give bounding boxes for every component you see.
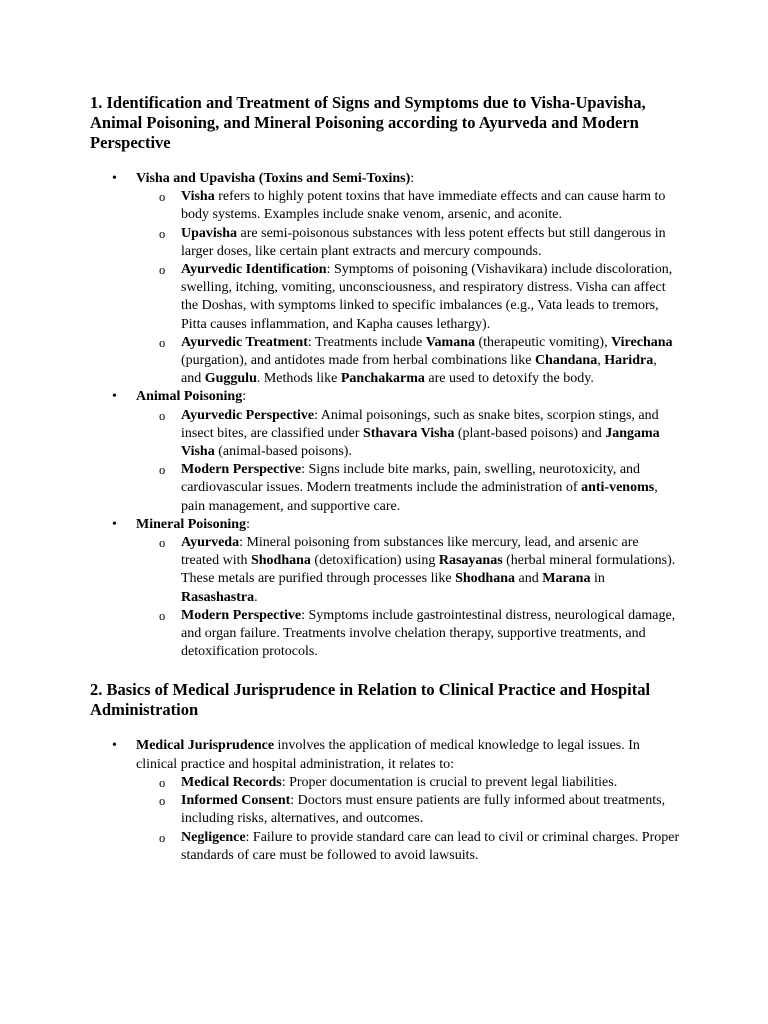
bullet-text: involves the application of medical knowledge to legal issues. In clinical practice and hospital administration, it relates to: bbox=[136, 738, 640, 772]
bold-term: Informed Consent bbox=[181, 793, 291, 809]
text-run: : Symptoms include gastrointestinal distress, neurological damage, and organ failure. Treatments involve chelation therapy, supportive treatments, and detoxification protocols. bbox=[181, 607, 676, 660]
bold-term: Visha bbox=[181, 189, 215, 205]
text-run: : Symptoms of poisoning (Vishavikara) include discoloration, swelling, itching, vomiting, unconsciousness, and respiratory distress. Visha can affect the Doshas, with symptoms linked to specific imbalances (e.g., Vata leads to tremors, Pitta causes inflammation, and Kapha causes lethargy). bbox=[181, 262, 673, 332]
bold-term: Ayurvedic Perspective bbox=[181, 407, 315, 423]
bullet-item bbox=[90, 388, 680, 515]
bold-term: Modern Perspective bbox=[181, 607, 302, 623]
bold-term: Upavisha bbox=[181, 225, 238, 241]
bullet-title: Mineral Poisoning bbox=[136, 516, 247, 532]
bold-term: Shodhana bbox=[250, 553, 311, 569]
text-run: , and bbox=[181, 353, 657, 387]
sub-item bbox=[136, 461, 680, 516]
sub-list bbox=[136, 534, 680, 661]
bold-term: Sthavara Visha bbox=[362, 425, 455, 441]
bold-term: Negligence bbox=[181, 829, 246, 845]
text-run: . bbox=[254, 589, 258, 605]
bold-term: Ayurveda bbox=[181, 535, 240, 551]
bold-term: Virechana bbox=[611, 334, 673, 350]
bullet-text: : bbox=[410, 171, 415, 186]
bold-term: Ayurvedic Treatment bbox=[181, 334, 308, 350]
document-page bbox=[90, 93, 680, 865]
text-run: : Signs include bite marks, pain, swelling, neurotoxicity, and cardiovascular issues. Modern treatments include the administration of bbox=[181, 462, 641, 496]
text-run: (purgation), and antidotes made from herbal combinations like bbox=[181, 353, 535, 369]
bold-term: Rasashastra bbox=[181, 589, 255, 605]
bullet-title: Visha and Upavisha (Toxins and Semi-Toxins) bbox=[136, 171, 411, 186]
text-run: (therapeutic vomiting), bbox=[475, 334, 612, 350]
sub-item bbox=[136, 829, 680, 865]
bold-term: Ayurvedic Identification bbox=[181, 262, 327, 278]
sub-item bbox=[136, 261, 680, 334]
text-run: : Failure to provide standard care can lead to civil or criminal charges. Proper standards of care must be followed to avoid lawsuits. bbox=[181, 829, 680, 863]
bold-term: anti-venoms bbox=[581, 480, 655, 496]
text-run: : Animal poisonings, such as snake bites, scorpion stings, and insect bites, are classified under bbox=[181, 407, 659, 441]
text-run: (plant-based poisons) and bbox=[454, 425, 606, 441]
text-run: , bbox=[597, 353, 605, 369]
section-2-list bbox=[90, 737, 680, 864]
bold-term: Vamana bbox=[425, 334, 475, 350]
text-run: , pain management, and supportive care. bbox=[181, 480, 658, 514]
bold-term: Modern Perspective bbox=[181, 462, 302, 478]
bullet-text: : bbox=[242, 389, 247, 405]
bold-term: Medical Records bbox=[181, 774, 282, 790]
bold-term: Chandana bbox=[534, 353, 598, 369]
sub-item bbox=[136, 334, 680, 389]
bold-term: Jangama Visha bbox=[181, 425, 660, 460]
text-run: : Mineral poisoning from substances like mercury, lead, and arsenic are treated with bbox=[181, 535, 639, 569]
text-run: are used to detoxify the body. bbox=[424, 371, 594, 387]
bold-term: Marana bbox=[542, 571, 591, 587]
text-run: (animal-based poisons). bbox=[214, 444, 352, 460]
text-run: (herbal mineral formulations). These metals are purified through processes like bbox=[181, 553, 676, 587]
sub-list bbox=[136, 188, 680, 388]
sub-item bbox=[136, 225, 680, 261]
sub-list bbox=[136, 774, 680, 865]
bullet-text: : bbox=[246, 516, 250, 532]
sub-item bbox=[136, 607, 680, 662]
bold-term: Haridra bbox=[604, 353, 654, 369]
text-run: are semi-poisonous substances with less potent effects but still dangerous in larger doses, like certain plant extracts and mercury compounds. bbox=[181, 225, 666, 259]
sub-item bbox=[136, 774, 680, 792]
bullet-item bbox=[90, 737, 680, 864]
bullet-title: Medical Jurisprudence bbox=[136, 738, 275, 754]
bullet-item bbox=[90, 170, 680, 388]
bold-term: Panchakarma bbox=[340, 371, 425, 387]
text-run: and bbox=[515, 571, 543, 587]
bold-term: Guggulu bbox=[204, 371, 257, 387]
text-run: refers to highly potent toxins that have immediate effects and can cause harm to body systems. Examples include snake venom, arsenic, and aconite. bbox=[181, 189, 666, 223]
bold-term: Shodhana bbox=[455, 571, 516, 587]
section-2-heading: 2. Basics of Medical Jurisprudence in Relation to Clinical Practice and Hospital Administration bbox=[90, 680, 651, 720]
section-1-list bbox=[90, 170, 680, 661]
sub-item bbox=[136, 407, 680, 462]
text-run: . Methods like bbox=[256, 371, 341, 387]
text-run: (detoxification) using bbox=[310, 553, 439, 569]
sub-item bbox=[136, 792, 680, 828]
bullet-item bbox=[90, 516, 680, 662]
text-run: : Treatments include bbox=[307, 334, 426, 350]
text-run: : Proper documentation is crucial to prevent legal liabilities. bbox=[281, 774, 618, 790]
text-run: : Doctors must ensure patients are fully informed about treatments, including risks, alternatives, and outcomes. bbox=[181, 793, 666, 827]
section-1-heading: 1. Identification and Treatment of Signs and Symptoms due to Visha-Upavisha, Animal Poisoning, and Mineral Poisoning according to Ayurveda and Modern Perspective bbox=[90, 93, 646, 152]
sub-list bbox=[136, 407, 680, 516]
bullet-title: Animal Poisoning bbox=[136, 389, 243, 405]
text-run: in bbox=[590, 571, 605, 587]
bold-term: Rasayanas bbox=[438, 553, 503, 569]
sub-item bbox=[136, 188, 680, 224]
sub-item bbox=[136, 534, 680, 607]
